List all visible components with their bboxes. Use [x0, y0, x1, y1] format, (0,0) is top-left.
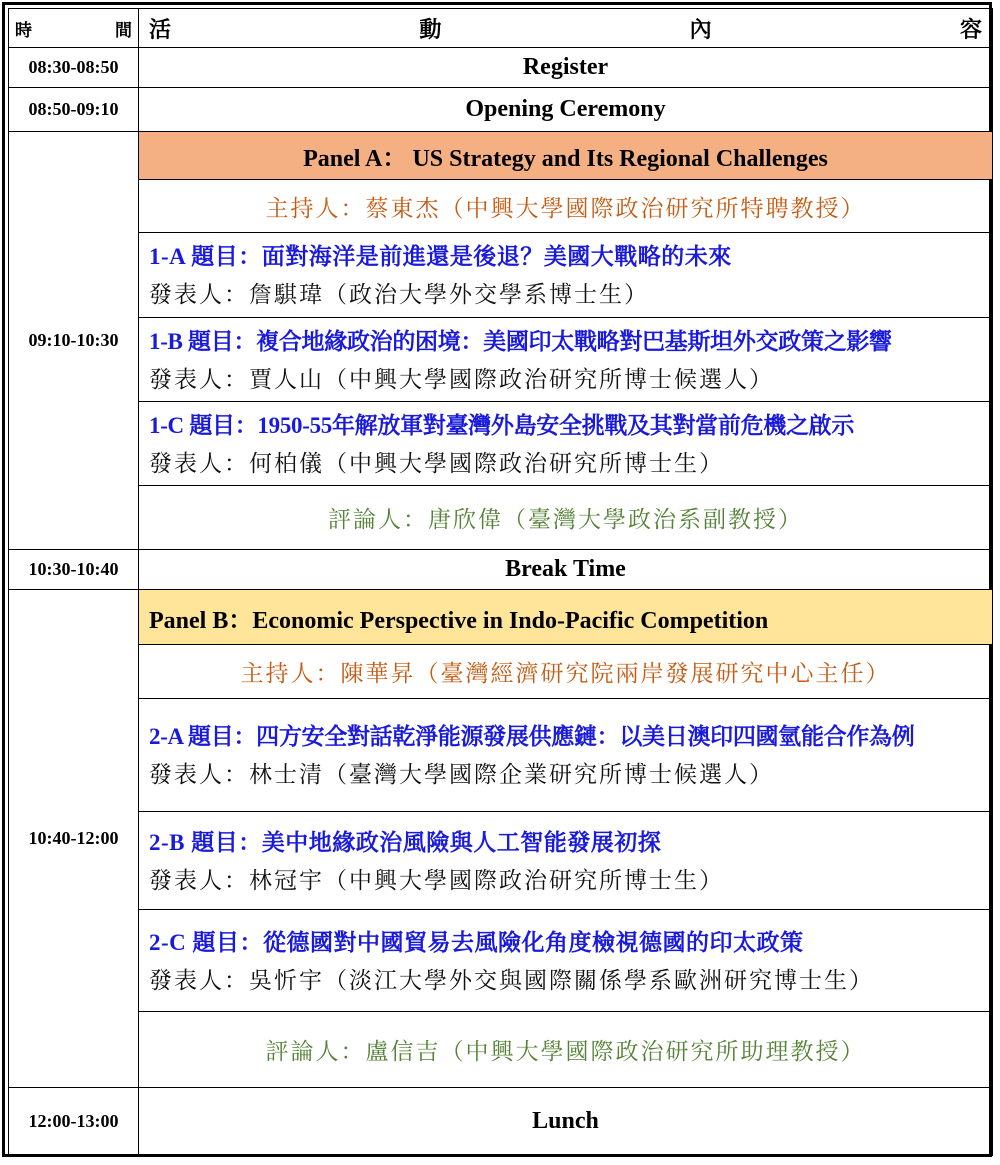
table-row [9, 645, 993, 699]
table-row [9, 1012, 993, 1088]
table-row [9, 318, 993, 402]
panel-b-title: Panel B：Economic Perspective in Indo-Pacific Competition [139, 590, 993, 645]
table-header-row [9, 9, 993, 48]
talk-cell [139, 910, 993, 1012]
panel-a-moderator: 主持人：蔡東杰（中興大學國際政治研究所特聘教授） [139, 180, 993, 233]
register-label: Register [139, 48, 993, 88]
table-row [9, 486, 993, 550]
talk-title: 1-C 題目：1950-55年解放軍對臺灣外島安全挑戰及其對當前危機之啟示 [149, 412, 855, 438]
table-row [9, 180, 993, 233]
talk-presenter: 發表人：吳忻宇（淡江大學外交與國際關係學系歐洲研究博士生） [149, 967, 874, 993]
talk-presenter: 發表人：林冠宇（中興大學國際政治研究所博士生） [149, 867, 724, 893]
talk-presenter: 發表人：林士清（臺灣大學國際企業研究所博士候選人） [149, 762, 774, 787]
table-row [9, 812, 993, 910]
header-activity-char: 內 [689, 16, 712, 42]
break-label: Break Time [139, 550, 993, 590]
header-activity-char: 活 [149, 16, 172, 42]
header-time-char: 間 [115, 20, 132, 40]
talk-cell [139, 233, 993, 318]
talk-title: 1-A 題目：面對海洋是前進還是後退？美國大戰略的未來 [149, 244, 732, 269]
panel-b-discussant: 評論人：盧信吉（中興大學國際政治研究所助理教授） [139, 1012, 993, 1088]
table-row [9, 48, 993, 88]
table-row [9, 233, 993, 318]
table-row [9, 910, 993, 1012]
talk-cell [139, 812, 993, 910]
talk-title: 1-B 題目：複合地緣政治的困境：美國印太戰略對巴基斯坦外交政策之影響 [149, 328, 892, 354]
table-row [9, 88, 993, 132]
time-cell: 09:10-10:30 [9, 132, 139, 550]
talk-cell [139, 699, 993, 812]
time-cell: 08:30-08:50 [9, 48, 139, 88]
header-time-cell [9, 9, 139, 48]
time-cell: 12:00-13:00 [9, 1088, 139, 1156]
talk-presenter: 發表人：詹騏瑋（政治大學外交學系博士生） [149, 282, 649, 307]
panel-b-moderator: 主持人：陳華昇（臺灣經濟研究院兩岸發展研究中心主任） [139, 645, 993, 699]
table-row [9, 132, 993, 180]
opening-label: Opening Ceremony [139, 88, 993, 132]
time-cell: 08:50-09:10 [9, 88, 139, 132]
header-time-char: 時 [15, 20, 32, 40]
agenda-table [8, 8, 993, 1156]
panel-a-discussant: 評論人：唐欣偉（臺灣大學政治系副教授） [139, 486, 993, 550]
table-row [9, 550, 993, 590]
time-cell: 10:30-10:40 [9, 550, 139, 590]
talk-title: 2-A 題目：四方安全對話乾淨能源發展供應鏈：以美日澳印四國氫能合作為例 [149, 724, 915, 749]
lunch-label: Lunch [139, 1088, 993, 1156]
time-cell: 10:40-12:00 [9, 590, 139, 1088]
panel-a-title: Panel A： US Strategy and Its Regional Challenges [139, 132, 993, 180]
talk-title: 2-B 題目：美中地緣政治風險與人工智能發展初探 [149, 829, 662, 855]
table-row [9, 402, 993, 486]
talk-presenter: 發表人：何柏儀（中興大學國際政治研究所博士生） [149, 450, 724, 476]
talk-title: 2-C 題目：從德國對中國貿易去風險化角度檢視德國的印太政策 [149, 929, 804, 955]
table-row [9, 590, 993, 645]
header-activity-char: 動 [419, 16, 442, 42]
table-row [9, 699, 993, 812]
header-activity-char: 容 [959, 16, 982, 42]
header-activity-cell [139, 9, 993, 48]
talk-presenter: 發表人：賈人山（中興大學國際政治研究所博士候選人） [149, 366, 774, 392]
talk-cell [139, 318, 993, 402]
table-row [9, 1088, 993, 1156]
talk-cell [139, 402, 993, 486]
agenda-frame [2, 2, 992, 1157]
